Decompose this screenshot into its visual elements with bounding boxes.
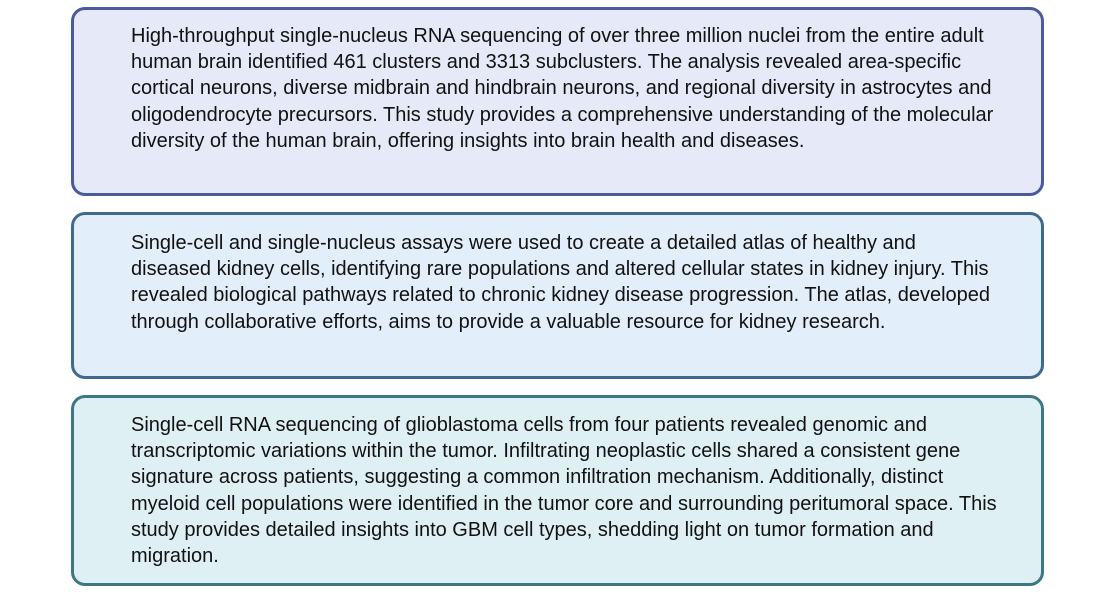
summary-text-glioblastoma: Single-cell RNA sequencing of glioblastoma cells from four patients revealed genomic and transcriptomic variations within the tumor. Infiltrating neoplastic cells shared a consistent gene signature across patients, suggesting a common infiltration mechanism. Additionally, distinct myeloid cell populations were identified in the tumor core and surrounding peritumoral space. This study provides detailed insights into GBM cell types, shedding light on tumor formation and migration. (131, 414, 997, 568)
summary-box-glioblastoma (71, 395, 1044, 586)
summary-box-brain (71, 7, 1044, 196)
summary-text-brain: High-throughput single-nucleus RNA sequencing of over three million nuclei from the entire adult human brain identified 461 clusters and 3313 subclusters. The analysis revealed area-specific cortical neurons, diverse midbrain and hindbrain neurons, and regional diversity in astrocytes and oligodendrocyte precursors. This study provides a comprehensive understanding of the molecular diversity of the human brain, offering insights into brain health and diseases. (131, 25, 994, 152)
summary-box-kidney (71, 212, 1044, 379)
summary-text-kidney: Single-cell and single-nucleus assays were used to create a detailed atlas of healthy and diseased kidney cells, identifying rare populations and altered cellular states in kidney injury. This revealed biological pathways related to chronic kidney disease progression. The atlas, developed through collaborative efforts, aims to provide a valuable resource for kidney research. (131, 232, 991, 333)
